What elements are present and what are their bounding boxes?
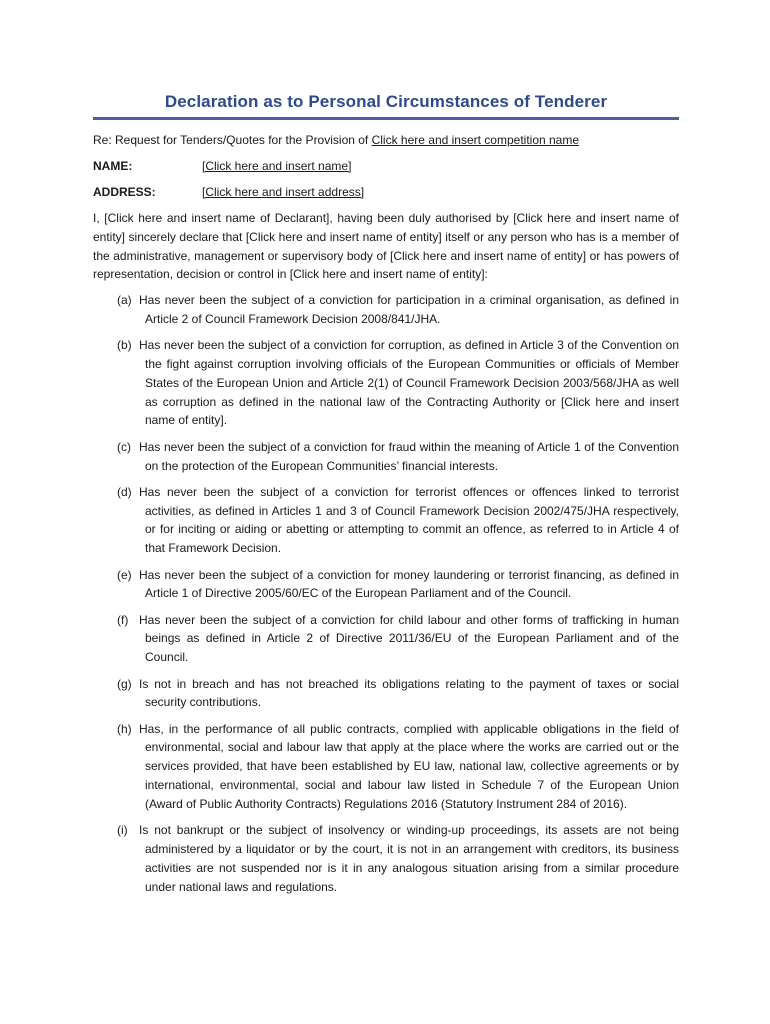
name-field[interactable]: [Click here and insert name]: [202, 159, 352, 173]
clause-text: Has never been the subject of a conviction for fraud within the meaning of Article 1 of the Convention on the protection of the European Communities’ financial interests.: [139, 439, 679, 473]
clause-letter: (i): [117, 823, 128, 838]
clause-g: [117, 675, 679, 713]
clause-letter: (h): [117, 721, 132, 736]
clause-c: [117, 438, 679, 476]
clause-letter: (f): [117, 612, 129, 627]
clause-i: [117, 821, 679, 896]
address-label: ADDRESS:: [93, 185, 156, 199]
clause-text: Has never been the subject of a conviction for corruption, as defined in Article 3 of the Convention on the fight against corruption involving officials of the European Communities or officials of Member States of the European Union and Article 2(1) of Council Framework Decision 2003/568/JHA as well as corruption as defined in the national law of the Contracting Authority or [Click here and insert name of entity].: [139, 338, 679, 428]
document-title: Declaration as to Personal Circumstances of Tenderer: [93, 92, 679, 120]
name-label: NAME:: [93, 159, 133, 173]
competition-name-field[interactable]: Click here and insert competition name: [371, 133, 580, 147]
clause-letter: (b): [117, 338, 132, 353]
name-row: [93, 157, 679, 175]
clause-b: [117, 336, 679, 430]
document-page: [93, 0, 679, 904]
clause-text: Is not in breach and has not breached its obligations relating to the payment of taxes or social security contributions.: [139, 676, 679, 710]
clause-d: [117, 483, 679, 558]
clause-f: [117, 611, 679, 667]
clause-letter: (g): [117, 676, 132, 691]
request-line: [93, 131, 679, 149]
clause-text: Has, in the performance of all public contracts, complied with applicable obligations in the field of environmental, social and labour law that apply at the place where the works are carried out or the services provided, that have been established by EU law, national law, collective agreements or by international, environmental, social and labour law listed in Schedule 7 of the European Union (Award of Public Authority Contracts) Regulations 2016 (Statutory Instrument 284 of 2016).: [139, 721, 679, 811]
clause-letter: (e): [117, 567, 132, 582]
clause-a: [117, 291, 679, 329]
declaration-clauses: [93, 291, 679, 896]
clause-letter: (c): [117, 439, 131, 454]
clause-text: Has never been the subject of a conviction for money laundering or terrorist financing, as defined in Article 1 of Directive 2005/60/EC of the European Parliament and of the Council.: [139, 567, 679, 601]
clause-h: [117, 720, 679, 814]
declaration-intro: I, [Click here and insert name of Declarant], having been duly authorised by [Click here and insert name of entity] sincerely declare that [Click here and insert name of entity] itself or any person who has is a member of the administrative, management or supervisory body of [Click here and insert name of entity] or has powers of representation, decision or control in [Click here and insert name of entity]:: [93, 211, 679, 282]
address-field[interactable]: [Click here and insert address]: [202, 185, 365, 199]
clause-letter: (d): [117, 484, 132, 499]
clause-text: Has never been the subject of a conviction for terrorist offences or offences linked to terrorist activities, as defined in Articles 1 and 3 of Council Framework Decision 2002/475/JHA respectively, or for inciting or aiding or abetting or attempting to commit an offence, as referred to in Article 4 of that Framework Decision.: [139, 484, 679, 556]
clause-text: Has never been the subject of a conviction for child labour and other forms of trafficking in human beings as defined in Article 2 of Directive 2011/36/EU of the European Parliament and of the Council.: [139, 612, 679, 665]
clause-e: [117, 566, 679, 604]
clause-text: Is not bankrupt or the subject of insolvency or winding-up proceedings, its assets are not being administered by a liquidator or by the court, it is not in an arrangement with creditors, its business activities are not suspended nor is it in any analogous situation arising from a similar procedure under national laws and regulations.: [139, 823, 679, 894]
request-prefix: Re: Request for Tenders/Quotes for the Provision of: [93, 133, 372, 147]
clause-text: Has never been the subject of a conviction for participation in a criminal organisation, as defined in Article 2 of Council Framework Decision 2008/841/JHA.: [139, 293, 679, 326]
clause-letter: (a): [117, 293, 132, 308]
address-row: [93, 183, 679, 201]
